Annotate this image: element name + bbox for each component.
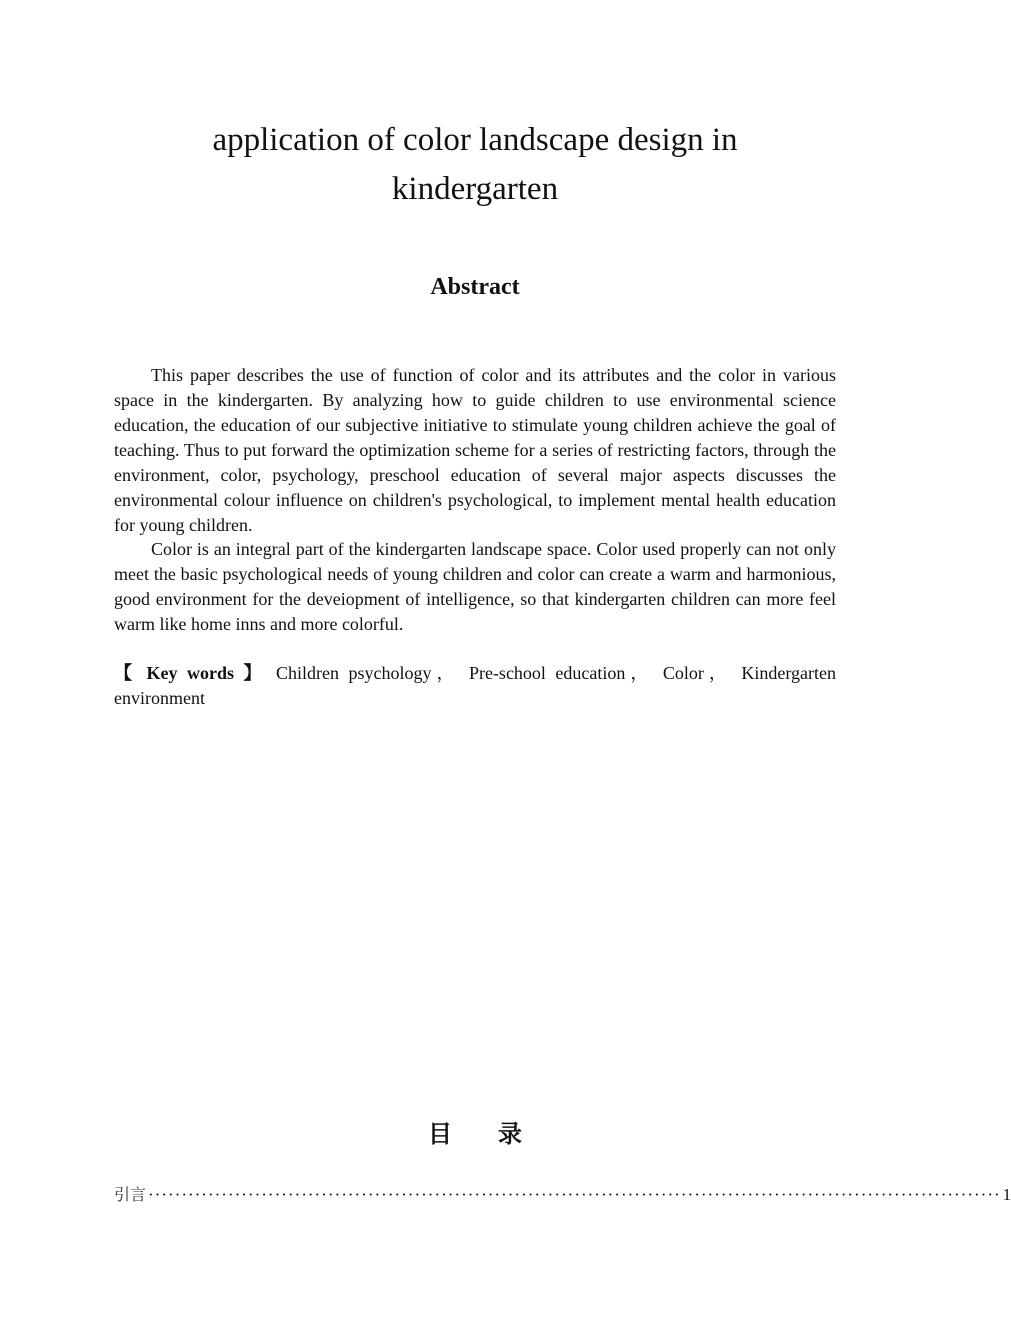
toc-heading: 目录 <box>428 1120 568 1148</box>
keywords-line <box>114 661 836 711</box>
toc-entry-page: 1 <box>1002 1185 1011 1204</box>
toc-entry-label: 引言 <box>114 1185 147 1204</box>
toc-leader-dots: ································································································································ <box>148 1185 1001 1204</box>
keywords-label: 【 Key words 】 <box>114 663 267 683</box>
abstract-heading: Abstract <box>430 274 520 300</box>
toc-entry[interactable] <box>114 1183 1011 1207</box>
abstract-paragraph-2: Color is an integral part of the kindergarten landscape space. Color used properly can not only meet the basic psychological needs of young children and color can create a warm and harmonious, good environment for the deveiopment of intelligence, so that kindergarten children can more feel warm like home inns and more colorful. <box>114 539 836 634</box>
document-title: application of color landscape design in kindergarten <box>212 122 738 207</box>
abstract-paragraph-1: This paper describes the use of function of color and its attributes and the color in various space in the kindergarten. By analyzing how to guide children to use environmental science education, the education of our subjective initiative to stimulate young children achieve the goal of teaching. Thus to put forward the optimization scheme for a series of restricting factors, through the environment, color, psychology, preschool education of several major aspects discusses the environmental colour influence on children's psychological, to implement mental health education for young children. <box>114 365 836 535</box>
keywords-text: Children psychology， Pre-school education， Color， Kindergarten environment <box>114 663 837 708</box>
